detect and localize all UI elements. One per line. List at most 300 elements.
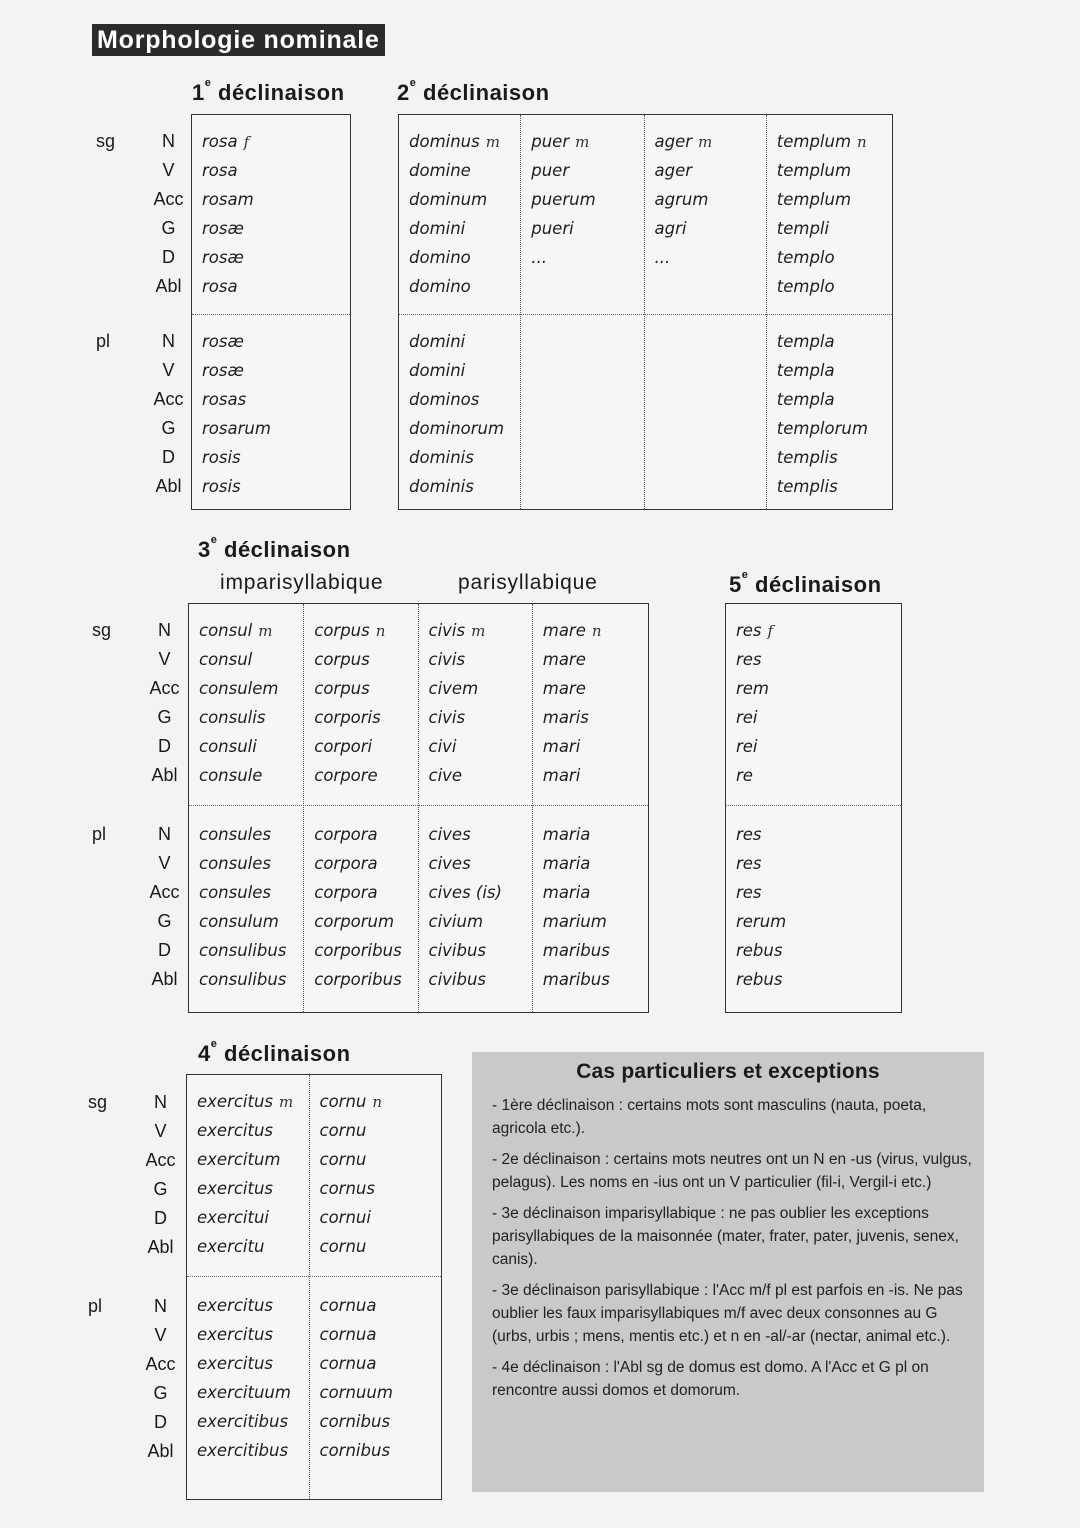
case-label: Abl <box>151 969 178 989</box>
decl5-heading: 5e déclinaison <box>729 569 882 597</box>
decl3-sg-cell <box>189 645 303 674</box>
number-label <box>92 761 142 790</box>
form-word: cornua <box>319 1354 377 1373</box>
decl3-column-1 <box>189 604 303 1012</box>
decl2-column-2 <box>520 115 643 509</box>
decl3-sg-cell <box>419 761 532 790</box>
decl2-heading: 2e déclinaison <box>397 77 550 105</box>
form-word: cornus <box>319 1179 375 1198</box>
form-word: mare <box>542 621 586 640</box>
exception-item-1: - 1ère déclinaison : certains mots sont masculins (nauta, poeta, agricola etc.). <box>492 1097 927 1137</box>
decl4-pl-cell <box>187 1436 309 1465</box>
form-word: templa <box>776 332 835 351</box>
gender-mark: f <box>243 133 250 151</box>
form-word: corporum <box>314 912 395 931</box>
decl1-sg-cell <box>192 127 350 156</box>
decl5-sg-cell <box>726 616 901 645</box>
form-word: consuli <box>199 737 257 756</box>
form-word: maria <box>542 854 591 873</box>
case-row <box>88 1146 183 1175</box>
form-word: exercitibus <box>197 1412 289 1431</box>
decl3-pl-cell <box>304 965 417 994</box>
decl1-pl-cell <box>192 385 350 414</box>
decl4-pl-cell <box>310 1349 441 1378</box>
case-label: G <box>153 1179 168 1199</box>
number-label: pl <box>88 1296 103 1316</box>
decl3-sg-cell <box>189 616 303 645</box>
case-row <box>92 965 187 994</box>
decl2-number-divider <box>399 314 892 315</box>
decl2-sg-cell <box>767 272 892 301</box>
decl3-pl-cell <box>533 878 648 907</box>
decl2-sg-cell <box>521 214 643 243</box>
gender-mark: n <box>372 1093 383 1111</box>
form-word: ... <box>531 248 547 267</box>
decl4-sg-cell <box>187 1232 309 1261</box>
decl2-pl-cell <box>399 385 520 414</box>
form-word: corpore <box>314 766 378 785</box>
decl2-pl-cell <box>399 327 520 356</box>
case-labels-block-2 <box>92 616 187 994</box>
decl1-pl-cell <box>192 414 350 443</box>
case-labels-block-1 <box>96 127 191 501</box>
decl2-column-4 <box>766 115 892 509</box>
decl2-pl-cell <box>645 327 766 356</box>
form-word: rosam <box>202 190 254 209</box>
form-word: domino <box>409 248 471 267</box>
decl2-sg-cell <box>767 243 892 272</box>
decl2-pl-cell <box>521 356 643 385</box>
form-word: civem <box>428 679 479 698</box>
decl2-pl-cell <box>645 472 766 501</box>
form-word: exercitu <box>197 1237 265 1256</box>
number-label <box>92 965 142 994</box>
decl1-number-divider <box>192 314 350 315</box>
decl2-pl-cell <box>645 414 766 443</box>
form-word: exercitus <box>197 1179 274 1198</box>
decl2-sg-cell <box>399 185 520 214</box>
form-word: domini <box>409 361 466 380</box>
gender-mark: m <box>258 622 273 640</box>
case-row <box>96 385 191 414</box>
form-word: res <box>736 621 762 640</box>
case-row <box>88 1088 183 1117</box>
case-row <box>92 645 187 674</box>
number-label <box>92 732 142 761</box>
form-word: templa <box>776 390 835 409</box>
number-label <box>92 907 142 936</box>
decl2-pl-cell <box>767 472 892 501</box>
case-row <box>92 732 187 761</box>
form-word: agri <box>654 219 687 238</box>
number-label <box>92 674 142 703</box>
decl2-table <box>398 114 893 510</box>
decl3-pl-cell <box>419 878 532 907</box>
decl3-sg-cell <box>419 703 532 732</box>
form-word: exercitus <box>197 1296 274 1315</box>
decl3-sg-cell <box>533 645 648 674</box>
number-label <box>88 1233 138 1262</box>
decl3-parisyllabic-label: parisyllabique <box>458 571 598 594</box>
form-word: corpus <box>314 621 370 640</box>
form-word: rosa <box>202 161 238 180</box>
decl2-pl-cell <box>645 356 766 385</box>
decl5-pl-cell <box>726 878 901 907</box>
decl4-pl-cell <box>310 1436 441 1465</box>
form-word: rosis <box>202 448 241 467</box>
form-word: domini <box>409 332 466 351</box>
number-label <box>88 1350 138 1379</box>
decl4-heading: 4e déclinaison <box>198 1038 351 1066</box>
form-word: templo <box>776 248 835 267</box>
form-word: dominus <box>409 132 480 151</box>
decl2-pl-cell <box>767 356 892 385</box>
decl4-sg-cell <box>187 1174 309 1203</box>
decl2-sg-cell <box>399 214 520 243</box>
decl3-heading: 3e déclinaison <box>198 534 351 562</box>
number-label <box>96 214 146 243</box>
form-word: rosa <box>202 277 238 296</box>
decl3-sg-cell <box>533 761 648 790</box>
case-row <box>92 936 187 965</box>
form-word: corpora <box>314 854 378 873</box>
form-word: rem <box>736 679 770 698</box>
decl4-sg-cell <box>310 1145 441 1174</box>
decl4-number-divider <box>187 1276 441 1277</box>
form-word: pueri <box>531 219 574 238</box>
decl5-sg-cell <box>726 674 901 703</box>
form-word: cives <box>428 854 471 873</box>
form-word: rosa <box>202 132 238 151</box>
gender-mark: n <box>857 133 867 151</box>
decl5-pl-cell <box>726 849 901 878</box>
case-row <box>88 1117 183 1146</box>
case-row <box>92 878 187 907</box>
case-row <box>88 1292 183 1321</box>
form-word: rosis <box>202 477 241 496</box>
form-word: cornu <box>319 1121 367 1140</box>
decl2-sg-cell <box>521 156 643 185</box>
decl2-sg-cell <box>767 156 892 185</box>
decl2-sg-cell <box>521 272 643 301</box>
case-row <box>88 1175 183 1204</box>
decl3-sg-cell <box>304 645 417 674</box>
decl3-imparisyllabic-label: imparisyllabique <box>220 571 384 594</box>
case-row <box>92 907 187 936</box>
decl2-pl-cell <box>521 414 643 443</box>
form-word: cornuum <box>319 1383 393 1402</box>
form-word: cornu <box>319 1237 367 1256</box>
form-word: mari <box>542 766 581 785</box>
decl2-pl-cell <box>767 443 892 472</box>
form-word: agrum <box>654 190 709 209</box>
number-label <box>96 472 146 501</box>
number-label <box>88 1408 138 1437</box>
form-word: corpus <box>314 650 370 669</box>
case-label: G <box>161 418 176 438</box>
form-word: consules <box>199 825 272 844</box>
decl3-pl-cell <box>189 936 303 965</box>
decl5-pl-cell <box>726 936 901 965</box>
decl3-sg-cell <box>189 703 303 732</box>
case-row <box>88 1379 183 1408</box>
decl4-table <box>186 1074 442 1500</box>
case-label: N <box>158 620 171 640</box>
decl3-sg-cell <box>304 674 417 703</box>
exception-item-3: - 3e déclinaison imparisyllabique : ne pas oublier les exceptions parisyllabiques de la maisonnée (mater, frater, pater, juvenis, senex, canis). <box>492 1205 959 1268</box>
number-label: sg <box>92 620 112 640</box>
form-word: cornu <box>319 1150 367 1169</box>
case-label: V <box>158 649 171 669</box>
case-label: D <box>154 1208 167 1228</box>
case-label: N <box>162 331 175 351</box>
form-word: marium <box>542 912 607 931</box>
form-word: consul <box>199 621 253 640</box>
decl3-sg-cell <box>304 616 417 645</box>
case-label: V <box>154 1325 167 1345</box>
case-row <box>96 185 191 214</box>
case-row <box>88 1321 183 1350</box>
form-word: res <box>736 883 762 902</box>
decl3-sg-cell <box>419 674 532 703</box>
decl5-sg-cell <box>726 645 901 674</box>
decl2-sg-cell <box>645 243 766 272</box>
case-row <box>92 849 187 878</box>
form-word: re <box>736 766 753 785</box>
decl3-pl-cell <box>189 878 303 907</box>
number-label <box>92 703 142 732</box>
decl3-sg-cell <box>533 674 648 703</box>
form-word: templis <box>776 448 838 467</box>
decl5-number-divider <box>726 805 901 806</box>
decl4-pl-cell <box>310 1378 441 1407</box>
form-word: rei <box>736 737 758 756</box>
form-word: mari <box>542 737 581 756</box>
form-word: templum <box>776 161 852 180</box>
form-word: exercitui <box>197 1208 270 1227</box>
decl1-pl-cell <box>192 327 350 356</box>
decl5-pl-cell <box>726 965 901 994</box>
case-row <box>96 327 191 356</box>
form-word: consule <box>199 766 263 785</box>
decl4-column-2 <box>309 1075 441 1499</box>
form-word: consulis <box>199 708 266 727</box>
gender-mark: n <box>591 622 602 640</box>
gender-mark: f <box>767 622 774 640</box>
case-label: Acc <box>153 189 184 209</box>
form-word: res <box>736 650 762 669</box>
case-label: D <box>162 447 175 467</box>
decl2-pl-cell <box>399 414 520 443</box>
form-word: cive <box>428 766 463 785</box>
gender-mark: m <box>485 133 500 151</box>
decl3-pl-cell <box>419 936 532 965</box>
number-label <box>88 1175 138 1204</box>
number-label <box>92 878 142 907</box>
form-word: rosas <box>202 390 247 409</box>
decl2-pl-cell <box>645 385 766 414</box>
decl2-column-3 <box>644 115 766 509</box>
form-word: civi <box>428 737 457 756</box>
form-word: maria <box>542 825 591 844</box>
decl4-sg-cell <box>310 1232 441 1261</box>
gender-mark: m <box>279 1093 294 1111</box>
decl3-pl-cell <box>304 878 417 907</box>
decl4-pl-cell <box>187 1407 309 1436</box>
case-label: V <box>158 853 171 873</box>
form-word: maribus <box>542 970 610 989</box>
form-word: dominis <box>409 448 474 467</box>
form-word: ... <box>654 248 671 267</box>
decl1-pl-cell <box>192 472 350 501</box>
form-word: consul <box>199 650 253 669</box>
form-word: dominis <box>409 477 474 496</box>
decl3-number-divider <box>189 805 648 806</box>
form-word: consulum <box>199 912 279 931</box>
case-label: Abl <box>147 1237 174 1257</box>
number-label <box>92 936 142 965</box>
form-word: maribus <box>542 941 610 960</box>
number-label <box>88 1146 138 1175</box>
case-label: V <box>154 1121 167 1141</box>
decl5-sg-cell <box>726 732 901 761</box>
number-label: pl <box>96 331 111 351</box>
case-row <box>96 127 191 156</box>
form-word: exercitus <box>197 1092 274 1111</box>
number-label <box>88 1204 138 1233</box>
case-label: D <box>162 247 175 267</box>
form-word: civibus <box>428 970 487 989</box>
decl3-table <box>188 603 649 1013</box>
form-word: civis <box>428 650 466 669</box>
number-label <box>88 1437 138 1466</box>
form-word: puer <box>531 132 570 151</box>
case-label: Acc <box>149 678 180 698</box>
form-word: consulem <box>199 679 279 698</box>
decl1-heading: 1e déclinaison <box>192 77 345 105</box>
form-word: exercituum <box>197 1383 291 1402</box>
decl1-pl-cell <box>192 356 350 385</box>
number-label <box>88 1117 138 1146</box>
case-row <box>88 1350 183 1379</box>
number-label <box>92 849 142 878</box>
decl3-pl-cell <box>189 849 303 878</box>
form-word: mare <box>542 650 586 669</box>
decl3-sg-cell <box>533 616 648 645</box>
case-label: G <box>157 707 172 727</box>
form-word: domino <box>409 277 471 296</box>
decl5-pl-cell <box>726 907 901 936</box>
decl2-pl-cell <box>521 472 643 501</box>
decl1-table <box>191 114 351 510</box>
decl2-sg-cell <box>645 214 766 243</box>
decl5-column-1 <box>726 604 901 1012</box>
form-word: exercitibus <box>197 1441 289 1460</box>
case-label: N <box>154 1296 167 1316</box>
decl4-sg-cell <box>310 1174 441 1203</box>
decl3-pl-cell <box>189 965 303 994</box>
decl4-sg-cell <box>310 1087 441 1116</box>
decl4-pl-cell <box>310 1291 441 1320</box>
number-label <box>96 185 146 214</box>
case-row <box>96 414 191 443</box>
decl3-sg-cell <box>533 732 648 761</box>
form-word: puerum <box>531 190 596 209</box>
decl3-pl-cell <box>533 820 648 849</box>
case-row <box>96 472 191 501</box>
decl3-pl-cell <box>419 849 532 878</box>
form-word: templum <box>776 132 852 151</box>
number-label <box>96 156 146 185</box>
case-label: N <box>158 824 171 844</box>
case-label: V <box>162 160 175 180</box>
gender-mark: n <box>375 622 386 640</box>
exceptions-title: Cas particuliers et exceptions <box>576 1060 880 1083</box>
decl3-pl-cell <box>304 820 417 849</box>
decl4-sg-cell <box>187 1145 309 1174</box>
case-label: G <box>157 911 172 931</box>
case-label: Abl <box>151 765 178 785</box>
case-label: D <box>158 736 171 756</box>
decl2-sg-cell <box>645 156 766 185</box>
decl2-sg-cell <box>645 127 766 156</box>
decl3-pl-cell <box>533 965 648 994</box>
decl1-sg-cell <box>192 214 350 243</box>
decl4-sg-cell <box>187 1087 309 1116</box>
decl2-pl-cell <box>521 443 643 472</box>
gender-mark: m <box>698 133 713 151</box>
number-label <box>88 1379 138 1408</box>
form-word: exercitum <box>197 1150 281 1169</box>
case-row <box>88 1204 183 1233</box>
case-label: Acc <box>145 1150 176 1170</box>
decl3-pl-cell <box>419 965 532 994</box>
case-label: G <box>153 1383 168 1403</box>
case-label: Acc <box>149 882 180 902</box>
decl1-sg-cell <box>192 156 350 185</box>
decl2-sg-cell <box>399 243 520 272</box>
decl2-sg-cell <box>521 243 643 272</box>
form-word: domini <box>409 219 466 238</box>
decl3-column-2 <box>303 604 417 1012</box>
decl1-column-1 <box>192 115 350 509</box>
case-label: Acc <box>145 1354 176 1374</box>
form-word: exercitus <box>197 1325 274 1344</box>
decl2-pl-cell <box>767 327 892 356</box>
decl3-pl-cell <box>419 820 532 849</box>
form-word: corpora <box>314 825 378 844</box>
number-label <box>96 385 146 414</box>
case-row <box>96 272 191 301</box>
decl1-sg-cell <box>192 243 350 272</box>
form-word: exercitus <box>197 1121 274 1140</box>
decl4-pl-cell <box>187 1349 309 1378</box>
exception-item-5: - 4e déclinaison : l'Abl sg de domus est domo. A l'Acc et G pl on rencontre aussi domos et domorum. <box>492 1359 929 1399</box>
exceptions-list <box>492 1094 972 1402</box>
form-word: civis <box>428 708 466 727</box>
form-word: ager <box>654 161 693 180</box>
form-word: corpori <box>314 737 373 756</box>
form-word: dominorum <box>409 419 505 438</box>
number-label: sg <box>88 1092 108 1112</box>
decl3-sg-cell <box>419 616 532 645</box>
decl1-sg-cell <box>192 185 350 214</box>
form-word: maris <box>542 708 589 727</box>
form-word: maria <box>542 883 591 902</box>
decl4-pl-cell <box>310 1320 441 1349</box>
form-word: rosarum <box>202 419 271 438</box>
decl1-pl-cell <box>192 443 350 472</box>
